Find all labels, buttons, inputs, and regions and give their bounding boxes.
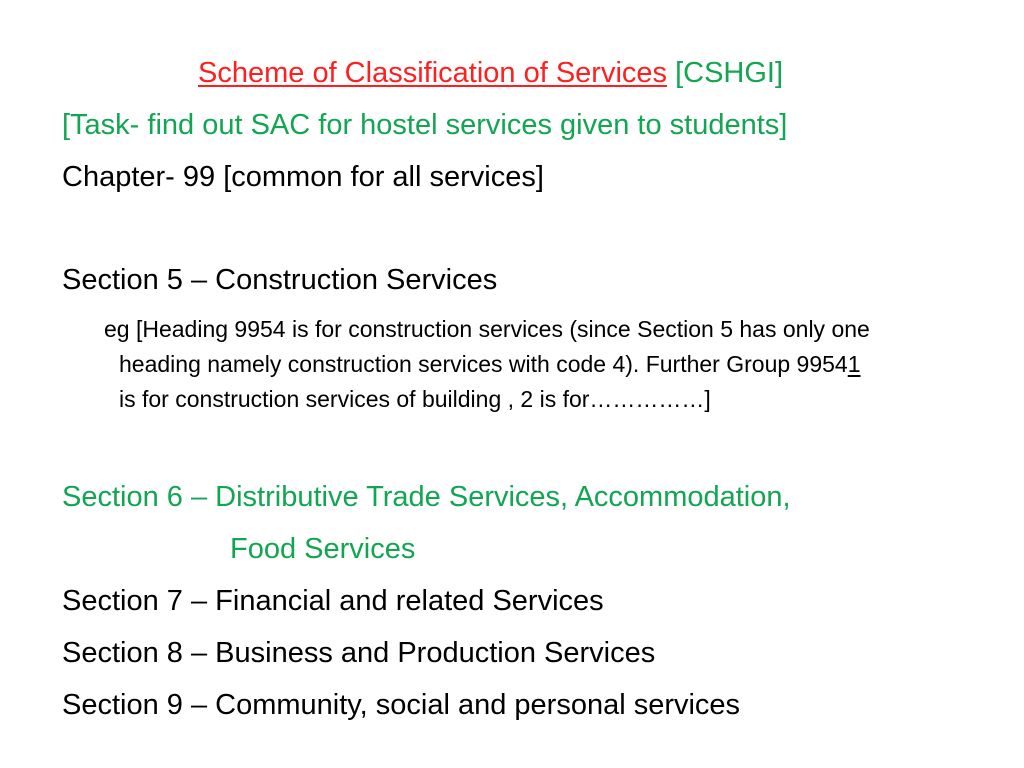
example-line-1: eg [Heading 9954 is for construction services (since Section 5 has only one — [104, 316, 870, 342]
task-line: [Task- find out SAC for hostel services given to students] — [62, 109, 788, 141]
example-line-2 — [104, 347, 984, 382]
example-line-3: is for construction services of building , 2 is for……………] — [119, 386, 711, 412]
example-line-2-text: heading namely construction services with code 4). Further Group 9954 — [119, 351, 848, 377]
section-7-line: Section 7 – Financial and related Services — [62, 585, 604, 617]
section-9-line: Section 9 – Community, social and personal services — [62, 689, 741, 721]
chapter-line: Chapter- 99 [common for all services] — [62, 161, 544, 193]
title-main: Scheme of Classification of Services — [198, 57, 668, 89]
example-block — [104, 312, 984, 417]
section-6-line-2: Food Services — [230, 533, 416, 565]
section-6-line-1: Section 6 – Distributive Trade Services, Accommodation, — [62, 481, 791, 513]
section-5-line: Section 5 – Construction Services — [62, 264, 498, 296]
section-8-line: Section 8 – Business and Production Services — [62, 637, 656, 669]
title-suffix: [CSHGI] — [667, 57, 784, 89]
example-underlined-digit: 1 — [847, 351, 861, 377]
slide-title — [198, 55, 783, 91]
